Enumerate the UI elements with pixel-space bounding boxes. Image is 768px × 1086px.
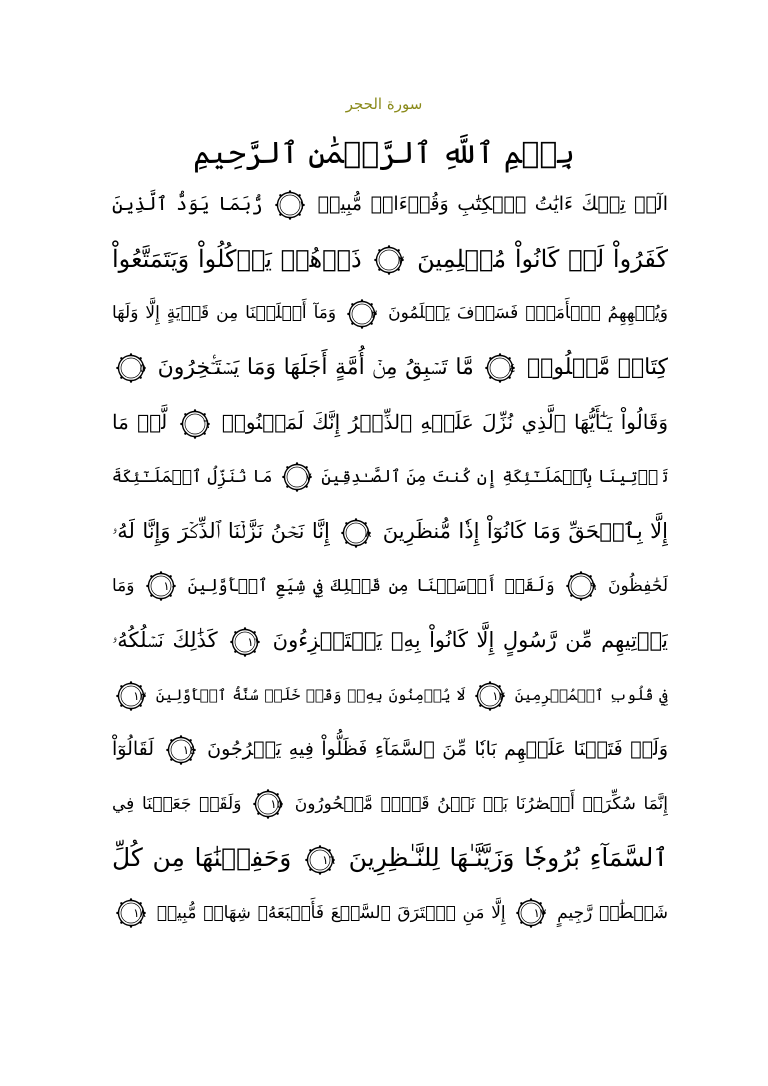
ayah-number-marker bbox=[475, 681, 505, 711]
ayah-number: ١٠ bbox=[163, 579, 177, 593]
verse-text: تَأۡتِينَا بِٱلۡمَلَـٰٓئِكَةِ إِن كُنتَ مِنَ ٱلصَّـٰدِقِينَ bbox=[321, 466, 668, 487]
verse-text: لَّوۡ مَا bbox=[112, 410, 168, 434]
verse-text: وَلَوۡ فَتَحۡنَا عَلَيۡهِم بَابٗا مِّنَ ٱلسَّمَآءِ فَظَلُّواْ فِيهِ يَعۡرُجُونَ bbox=[207, 738, 668, 760]
verse-line bbox=[112, 232, 668, 287]
verse-text: وَحَفِظۡنَٰهَا مِن كُلِّ bbox=[112, 843, 292, 872]
ayah-number: ٥ bbox=[139, 360, 146, 375]
verse-text: رُّبَمَا يَوَدُّ ٱلَّذِينَ bbox=[112, 193, 263, 215]
verse-line bbox=[112, 177, 668, 232]
ayah-number: ١٢ bbox=[492, 688, 506, 703]
verse-text: ذَرۡهُمۡ يَأۡكُلُواْ وَيَتَمَتَّعُواْ bbox=[112, 244, 362, 273]
verse-text: وَقَالُواْ يَـٰٓأَيُّهَا ٱلَّذِي نُزِّلَ عَلَيۡهِ ٱلذِّكۡرُ إِنَّكَ لَمَجۡنُونٞ bbox=[221, 410, 668, 434]
ayah-number: ٤ bbox=[508, 360, 516, 375]
verse-text: مَّا تَسۡبِقُ مِنۡ أُمَّةٍ أَجَلَهَا وَمَا يَسۡتَـٔۡخِرُونَ bbox=[157, 354, 474, 380]
verse-text: وَمَآ أَهۡلَكۡنَا مِن قَرۡيَةٍ إِلَّا وَلَهَا bbox=[112, 303, 337, 323]
ayah-number-marker bbox=[275, 190, 305, 220]
ayah-number-marker bbox=[116, 353, 146, 383]
ayah-number-marker bbox=[230, 627, 260, 657]
ayah-number: ١ bbox=[298, 198, 306, 212]
ayah-number-marker bbox=[516, 898, 546, 928]
verse-text: وَمَا bbox=[112, 575, 135, 596]
basmala: بِسۡمِ ٱللَّهِ ٱلرَّحۡمَٰنِ ٱلرَّحِيمِ bbox=[193, 136, 575, 171]
verse-line bbox=[112, 504, 668, 559]
verse-line bbox=[112, 777, 668, 832]
ayah-number-marker bbox=[116, 681, 146, 711]
ayah-number-marker bbox=[116, 898, 146, 928]
verse-text: كَفَرُواْ لَوۡ كَانُواْ مُسۡلِمِينَ bbox=[417, 244, 668, 273]
verse-line bbox=[112, 286, 668, 341]
verse-line bbox=[112, 613, 668, 668]
ayah-number: ٣ bbox=[370, 306, 378, 321]
surah-title: سورة الحجر bbox=[345, 95, 423, 113]
verse-text: لَا يُؤۡمِنُونَ بِهِۦۖ وَقَدۡ خَلَتۡ سُنَّةُ ٱلۡأَوَّلِينَ bbox=[155, 685, 466, 704]
ayah-number: ١٥ bbox=[270, 797, 284, 811]
verse-text: مَا نُنَزِّلُ ٱلۡمَلَـٰٓئِكَةَ bbox=[112, 466, 273, 487]
ayah-number: ٧ bbox=[305, 470, 312, 484]
verses-block bbox=[112, 177, 668, 940]
verse-line bbox=[112, 450, 668, 505]
ayah-number: ٨ bbox=[364, 525, 372, 540]
verse-text: شَيۡطَٰنٖ رَّجِيمٍ bbox=[557, 902, 668, 923]
ayah-number-marker bbox=[282, 462, 312, 492]
ayah-number-marker bbox=[180, 409, 210, 439]
ayah-number: ١٤ bbox=[182, 743, 196, 757]
ayah-number: ٢ bbox=[397, 253, 405, 267]
verse-text: فِي قُلُوبِ ٱلۡمُجۡرِمِينَ bbox=[514, 685, 668, 704]
verse-text: كِتَابٞ مَّعۡلُومٞ bbox=[526, 354, 668, 380]
ayah-number-marker bbox=[566, 571, 596, 601]
verse-text: إِلَّا مَنِ ٱسۡتَرَقَ ٱلسَّمۡعَ فَأَتۡبَعَهُۥ شِهَابٞ مُّبِينٞ bbox=[156, 902, 506, 923]
ayah-number-marker bbox=[146, 571, 176, 601]
verse-text: إِنَّمَا سُكِّرَتۡ أَبۡصَٰرُنَا بَلۡ نَحۡنُ قَوۡمٞ مَّسۡحُورُونَ bbox=[294, 793, 668, 814]
verse-text: وَيُلۡهِهِمُ ٱلۡأَمَلُۖ فَسَوۡفَ يَعۡلَمُونَ bbox=[388, 303, 668, 323]
ayah-number: ١٣ bbox=[133, 688, 146, 703]
verse-line bbox=[112, 722, 668, 777]
ayah-number-marker bbox=[485, 353, 515, 383]
verse-text: وَلَقَدۡ جَعَلۡنَا فِي bbox=[112, 793, 242, 814]
ayah-number: ١٦ bbox=[322, 852, 336, 867]
ayah-number: ٦ bbox=[203, 416, 210, 431]
verse-text: ٱلسَّمَآءِ بُرُوجٗا وَزَيَّنَّـٰهَا لِلنَّـٰظِرِينَ bbox=[348, 843, 668, 872]
verse-line bbox=[112, 886, 668, 941]
verse-line bbox=[112, 668, 668, 723]
verse-text: وَلَقَدۡ أَرۡسَلۡنَا مِن قَبۡلِكَ فِي شِيَعِ ٱلۡأَوَّلِينَ bbox=[187, 575, 555, 596]
verse-text: يَأۡتِيهِم مِّن رَّسُولٍ إِلَّا كَانُواْ بِهِۦ يَسۡتَهۡزِءُونَ bbox=[272, 628, 668, 652]
verse-line bbox=[112, 395, 668, 450]
ayah-number: ٩ bbox=[589, 579, 597, 593]
verse-text: كَذَٰلِكَ نَسۡلُكُهُۥ bbox=[112, 628, 218, 652]
verse-line bbox=[112, 341, 668, 396]
ayah-number: ١٧ bbox=[533, 906, 547, 920]
ayah-number-marker bbox=[305, 845, 335, 875]
ayah-number-marker bbox=[253, 789, 283, 819]
ayah-number: ١٨ bbox=[133, 906, 146, 920]
ayah-number-marker bbox=[166, 735, 196, 765]
ayah-number-marker bbox=[374, 245, 404, 275]
verse-text: الٓرۚ تِلۡكَ ءَايَٰتُ ٱلۡكِتَٰبِ وَقُرۡءَانٖ مُّبِينٖ bbox=[317, 193, 668, 215]
ayah-number: ١١ bbox=[247, 634, 261, 649]
ayah-number-marker bbox=[347, 299, 377, 329]
ayah-number-marker bbox=[341, 518, 371, 548]
verse-text: إِلَّا بِٱلۡحَقِّ وَمَا كَانُوٓاْ إِذٗا مُّنظَرِينَ bbox=[382, 519, 668, 543]
verse-text: لَقَالُوٓاْ bbox=[112, 738, 155, 760]
verse-text: لَحَٰفِظُونَ bbox=[608, 575, 668, 596]
verse-line bbox=[112, 831, 668, 886]
verse-text: إِنَّا نَحۡنُ نَزَّلۡنَا ٱلذِّكۡرَ وَإِنَّا لَهُۥ bbox=[112, 519, 330, 543]
verse-line bbox=[112, 559, 668, 614]
